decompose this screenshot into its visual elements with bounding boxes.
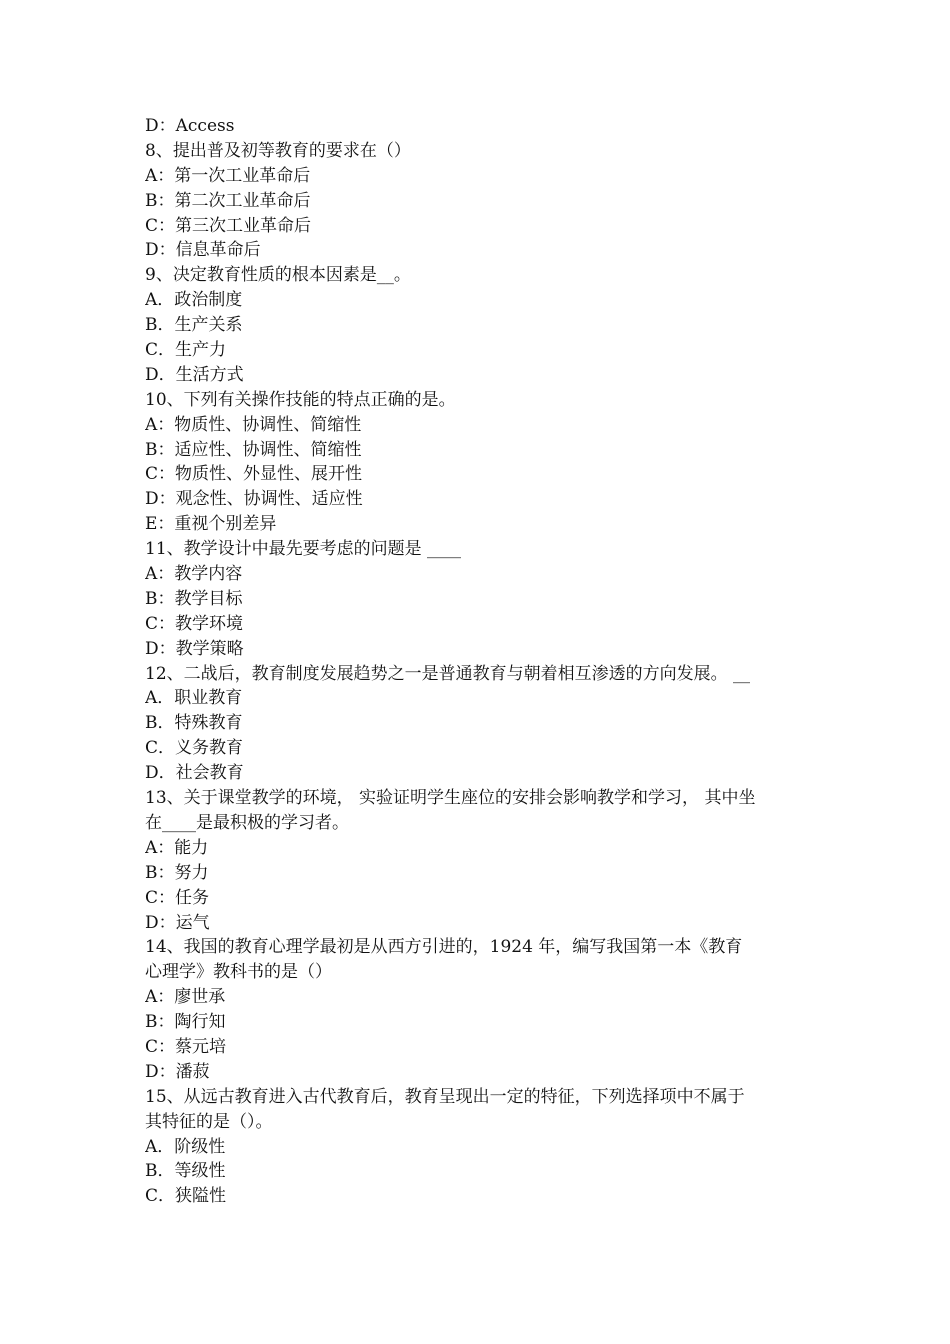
option-line: D．社会教育: [145, 763, 244, 784]
option-line: A．职业教育: [145, 688, 243, 709]
question-continuation-line: 心理学》教科书的是（）: [145, 962, 332, 983]
question-line: 10、下列有关操作技能的特点正确的是。: [145, 389, 456, 410]
question-line: 13、关于课堂教学的环境， 实验证明学生座位的安排会影响教学和学习， 其中坐: [145, 788, 756, 809]
option-line: D：运气: [145, 912, 210, 933]
option-line: A：廖世承: [145, 987, 226, 1008]
option-line: B：努力: [145, 862, 209, 883]
option-line: D：观念性、协调性、适应性: [145, 489, 363, 510]
option-line: C：第三次工业革命后: [145, 215, 312, 236]
option-line: C：物质性、外显性、展开性: [145, 464, 363, 485]
option-line: C．义务教育: [145, 738, 244, 759]
option-line: B：教学目标: [145, 588, 243, 609]
option-line: D：Access: [145, 116, 235, 136]
option-line: B：陶行知: [145, 1012, 226, 1033]
question-continuation-line: 在____是最积极的学习者。: [145, 812, 349, 833]
option-line: A：物质性、协调性、简缩性: [145, 414, 362, 435]
option-line: A．政治制度: [145, 290, 243, 311]
question-continuation-line: 其特征的是（）。: [145, 1111, 273, 1132]
option-line: B．生产关系: [145, 315, 243, 336]
option-line: B：第二次工业革命后: [145, 190, 311, 211]
option-line: D．生活方式: [145, 364, 244, 385]
option-line: A：教学内容: [145, 564, 243, 585]
option-line: B．特殊教育: [145, 713, 243, 734]
option-line: B．等级性: [145, 1161, 226, 1182]
option-line: E：重视个别差异: [145, 514, 277, 535]
option-line: A．阶级性: [145, 1136, 226, 1157]
option-line: C．狭隘性: [145, 1186, 227, 1207]
option-line: D：教学策略: [145, 638, 244, 659]
option-line: C：蔡元培: [145, 1036, 227, 1057]
option-line: B：适应性、协调性、简缩性: [145, 439, 362, 460]
option-line: D：信息革命后: [145, 240, 261, 261]
question-line: 9、决定教育性质的根本因素是__。: [145, 265, 411, 286]
question-line: 15、从远古教育进入古代教育后，教育呈现出一定的特征，下列选择项中不属于: [145, 1086, 745, 1107]
question-line: 8、提出普及初等教育的要求在（）: [145, 140, 411, 161]
exam-question-list: [145, 114, 807, 1209]
option-line: A：第一次工业革命后: [145, 165, 311, 186]
option-line: C：任务: [145, 887, 210, 908]
option-line: C：教学环境: [145, 613, 244, 634]
question-line: 14、我国的教育心理学最初是从西方引进的，1924 年，编写我国第一本《教育: [145, 937, 743, 958]
question-line: 12、二战后，教育制度发展趋势之一是普通教育与朝着相互渗透的方向发展。 __: [145, 663, 751, 684]
option-line: D：潘菽: [145, 1061, 210, 1082]
question-line: 11、教学设计中最先要考虑的问题是 ____: [145, 539, 462, 560]
option-line: C．生产力: [145, 340, 227, 361]
option-line: A：能力: [145, 837, 209, 858]
